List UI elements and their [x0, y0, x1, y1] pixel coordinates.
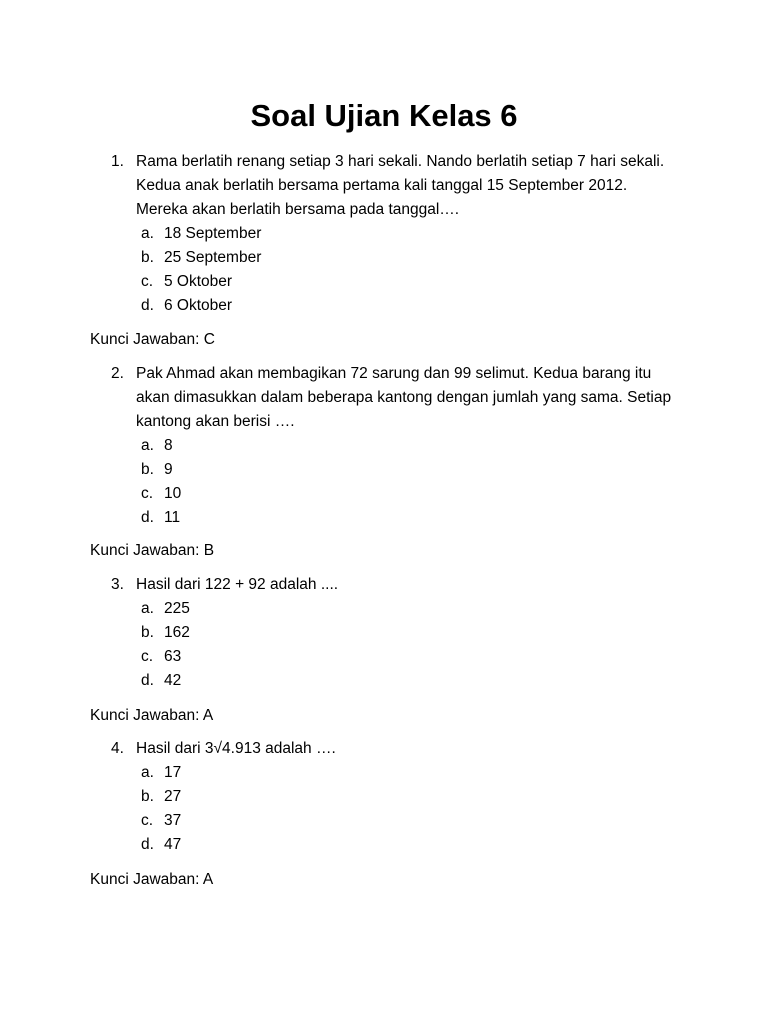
question-4 [0, 737, 768, 857]
option-letter: d. [141, 297, 154, 314]
option-text: 18 September [164, 225, 262, 242]
option-text: 25 September [164, 249, 262, 266]
page-title: Soal Ujian Kelas 6 [250, 98, 518, 133]
option-item [141, 597, 768, 621]
option-letter: c. [141, 485, 154, 502]
question-body: Pak Ahmad akan membagikan 72 sarung dan 99 selimut. Kedua barang itu akan dimasukkan dalam beberapa kantong dengan jumlah yang sama. Setiap kantong akan berisi …. [136, 365, 672, 430]
option-letter: d. [141, 672, 154, 689]
question-body: Hasil dari 122 + 92 adalah .... [136, 576, 339, 593]
question-3 [0, 573, 768, 693]
option-letter: b. [141, 788, 154, 805]
answer-key-1: Kunci Jawaban: C [90, 331, 215, 348]
option-list [0, 761, 768, 857]
question-text [111, 150, 676, 222]
option-letter: c. [141, 812, 154, 829]
option-letter: b. [141, 461, 154, 478]
option-list [0, 434, 768, 530]
question-text [111, 737, 676, 761]
option-item [141, 458, 768, 482]
option-letter: d. [141, 836, 154, 853]
option-item [141, 482, 768, 506]
option-item [141, 270, 768, 294]
question-body: Hasil dari 3√4.913 adalah …. [136, 740, 336, 757]
option-item [141, 621, 768, 645]
option-text: 37 [164, 812, 182, 829]
option-text: 63 [164, 648, 182, 665]
option-item [141, 809, 768, 833]
option-text: 8 [164, 437, 173, 454]
question-1 [0, 150, 768, 318]
option-item [141, 506, 768, 530]
question-text [111, 573, 676, 597]
option-text: 47 [164, 836, 182, 853]
option-item [141, 434, 768, 458]
question-number: 2. [111, 365, 124, 382]
answer-key-3: Kunci Jawaban: A [90, 707, 214, 724]
answer-key-2: Kunci Jawaban: B [90, 542, 215, 559]
answer-key-4: Kunci Jawaban: A [90, 871, 214, 888]
option-text: 225 [164, 600, 190, 617]
option-item [141, 645, 768, 669]
option-letter: c. [141, 648, 154, 665]
option-item [141, 833, 768, 857]
option-item [141, 669, 768, 693]
option-letter: a. [141, 437, 154, 454]
question-number: 1. [111, 153, 124, 170]
question-2 [0, 362, 768, 530]
option-text: 17 [164, 764, 182, 781]
option-text: 162 [164, 624, 190, 641]
option-letter: d. [141, 509, 154, 526]
option-text: 9 [164, 461, 173, 478]
option-item [141, 246, 768, 270]
option-letter: b. [141, 249, 154, 266]
option-letter: c. [141, 273, 154, 290]
option-text: 42 [164, 672, 182, 689]
option-letter: a. [141, 600, 154, 617]
option-list [0, 597, 768, 693]
option-text: 27 [164, 788, 182, 805]
question-number: 3. [111, 576, 124, 593]
option-item [141, 222, 768, 246]
option-text: 11 [164, 509, 181, 526]
question-number: 4. [111, 740, 124, 757]
option-text: 10 [164, 485, 182, 502]
option-item [141, 761, 768, 785]
option-text: 5 Oktober [164, 273, 233, 290]
question-body: Rama berlatih renang setiap 3 hari sekali. Nando berlatih setiap 7 hari sekali. Kedua anak berlatih bersama pertama kali tanggal 15 September 2012. Mereka akan berlatih bersama pada tanggal…. [136, 153, 665, 218]
option-letter: a. [141, 225, 154, 242]
option-item [141, 294, 768, 318]
option-letter: b. [141, 624, 154, 641]
option-text: 6 Oktober [164, 297, 233, 314]
option-letter: a. [141, 764, 154, 781]
option-item [141, 785, 768, 809]
question-text [111, 362, 676, 434]
option-list [0, 222, 768, 318]
